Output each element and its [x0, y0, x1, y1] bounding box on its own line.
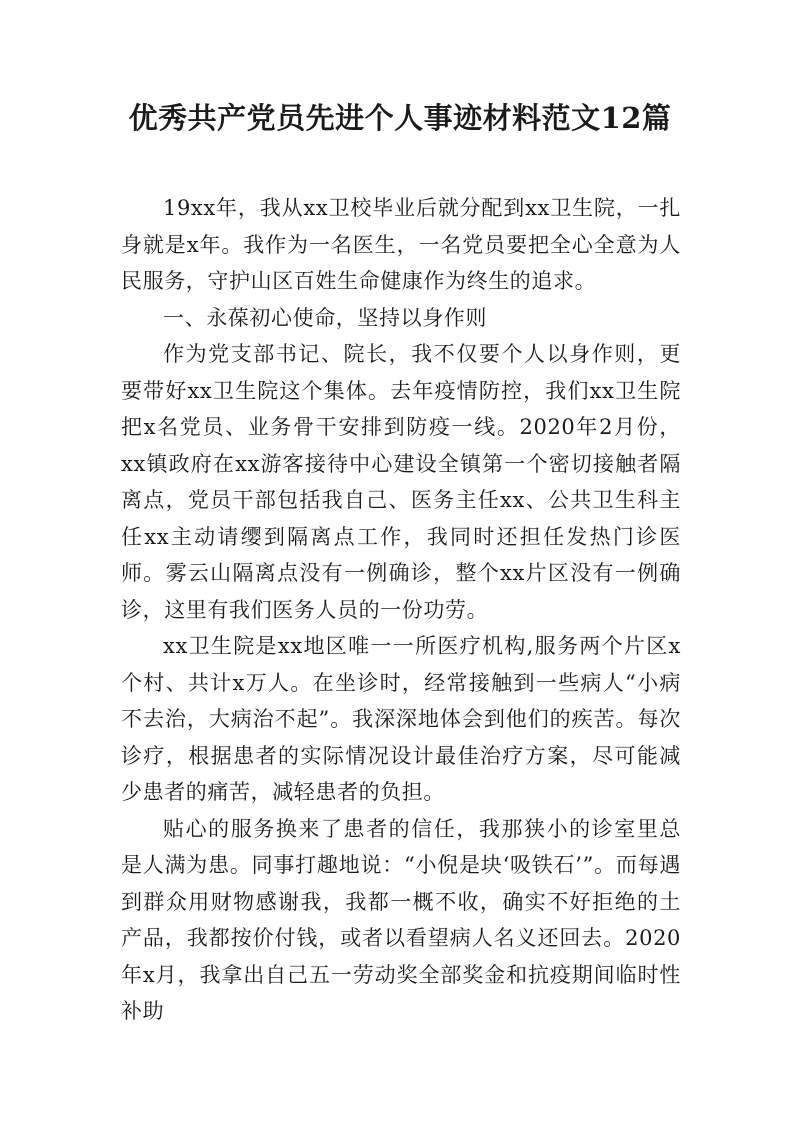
- paragraph-party-branch: 作为党支部书记、院长，我不仅要个人以身作则，更要带好xx卫生院这个集体。去年疫情防控，我们xx卫生院把x名党员、业务骨干安排到防疫一线。2020年2月份，xx镇政府在xx游客接待中心建设全镇第一个密切接触者隔离点，党员干部包括我自己、医务主任xx、公共卫生科主任xx主动请缨到隔离点工作，我同时还担任发热门诊医师。雾云山隔离点没有一例确诊，整个xx片区没有一例确诊，这里有我们医务人员的一份功劳。: [121, 342, 681, 622]
- section-heading: 一、永葆初心使命，坚持以身作则: [163, 305, 487, 330]
- paragraph-patient-trust: 贴心的服务换来了患者的信任，我那狭小的诊室里总是人满为患。同事打趣地说：“小倪是块‘吸铁石’”。而每遇到群众用财物感谢我，我都一概不收，确实不好拒绝的土产品，我都按价付钱，或者以看望病人名义还回去。2020年x月，我拿出自己五一劳动奖全部奖金和抗疫期间临时性补助: [121, 816, 681, 1023]
- document-title: 优秀共产党员先进个人事迹材料范文12篇: [128, 101, 672, 135]
- document-body: [121, 190, 681, 1030]
- paragraph-clinic-service: xx卫生院是xx地区唯一一所医疗机构,服务两个片区x个村、共计x万人。在坐诊时，经常接触到一些病人“小病不去治，大病治不起”。我深深地体会到他们的疾苦。每次诊疗，根据患者的实际情况设计最佳治疗方案，尽可能减少患者的痛苦，减轻患者的负担。: [121, 634, 681, 804]
- paragraph-intro: 19xx年，我从xx卫校毕业后就分配到xx卫生院，一扎身就是x年。我作为一名医生，一名党员要把全心全意为人民服务，守护山区百姓生命健康作为终生的追求。: [121, 196, 681, 293]
